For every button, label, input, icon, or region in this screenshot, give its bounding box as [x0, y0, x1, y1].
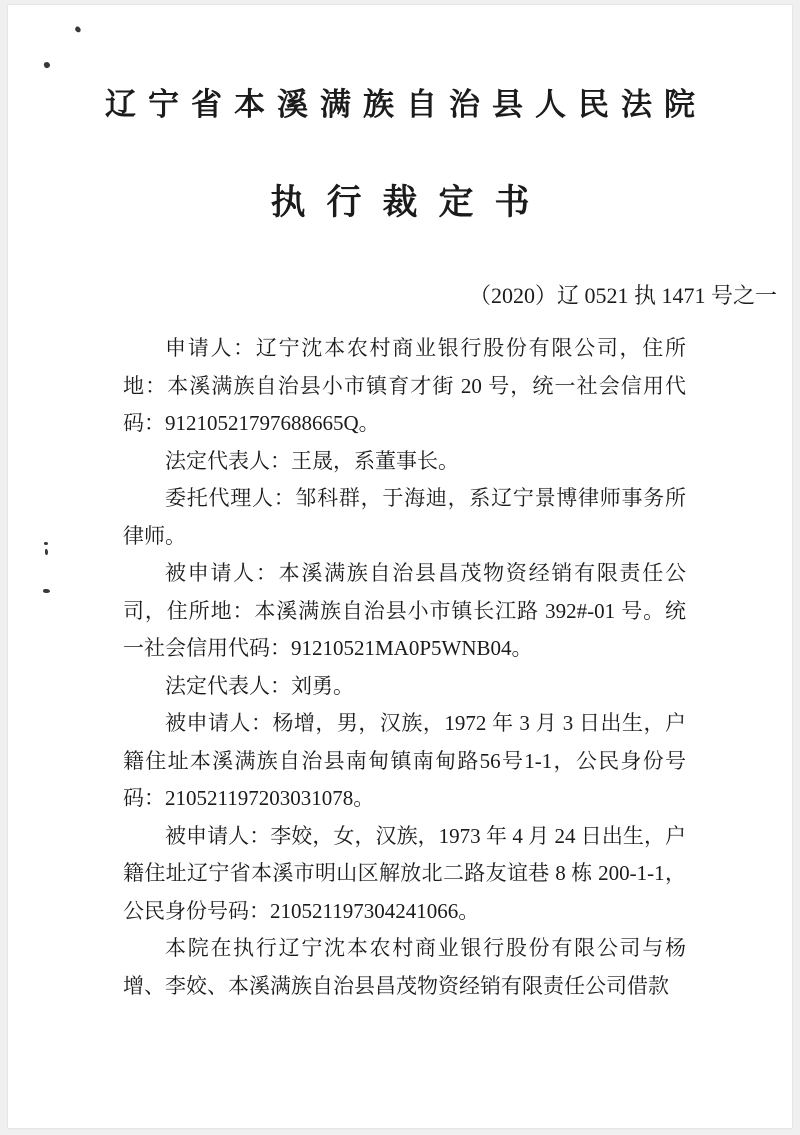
- paragraph-respondent-li-jiao: 被申请人：李姣，女，汉族，1973 年 4 月 24 日出生，户籍住址辽宁省本溪市明山区解放北二路友谊巷 8 栋 200-1-1，公民身份号码：210521197304241066。: [123, 823, 686, 923]
- scan-speck: [43, 61, 50, 68]
- case-number: （2020）辽 0521 执 1471 号之一: [468, 283, 777, 308]
- scan-speck: [43, 589, 50, 593]
- scan-speck: [74, 26, 82, 34]
- scan-speck: [44, 542, 48, 545]
- paragraph-execution-intro: 本院在执行辽宁沈本农村商业银行股份有限公司与杨增、李姣、本溪满族自治县昌茂物资经销有限责任公司借款: [123, 936, 686, 998]
- paragraph-legal-representative-respondent: 法定代表人：刘勇。: [165, 673, 354, 698]
- paragraph-legal-representative-applicant: 法定代表人：王晟，系董事长。: [165, 448, 459, 473]
- paragraph-respondent-yang-zeng: 被申请人：杨增，男，汉族，1972 年 3 月 3 日出生，户籍住址本溪满族自治县南甸镇南甸路56号1-1，公民身份号码：210521197203031078。: [123, 711, 686, 810]
- document-page: [8, 5, 792, 1128]
- paragraph-authorized-agents: 委托代理人：邹科群，于海迪，系辽宁景博律师事务所律师。: [123, 486, 686, 548]
- court-name-heading: 辽宁省本溪满族自治县人民法院: [105, 87, 707, 122]
- paragraph-respondent-company: 被申请人：本溪满族自治县昌茂物资经销有限责任公司，住所地：本溪满族自治县小市镇长江路 392#-01 号。统一社会信用代码：91210521MA0P5WNB04。: [123, 561, 686, 660]
- document-body: [123, 330, 686, 1005]
- scan-speck: [45, 549, 48, 555]
- document-title: 执行裁定书: [270, 183, 551, 222]
- paragraph-applicant: 申请人：辽宁沈本农村商业银行股份有限公司，住所地：本溪满族自治县小市镇育才街 20 号，统一社会信用代码：91210521797688665Q。: [123, 336, 686, 435]
